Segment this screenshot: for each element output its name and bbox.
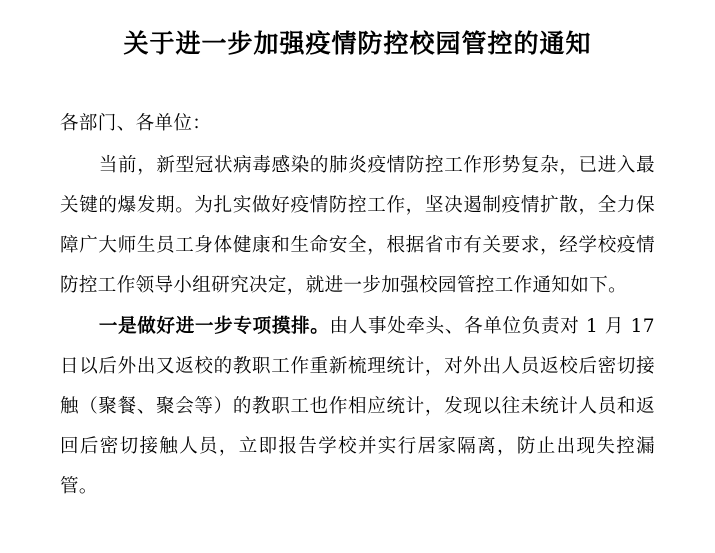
paragraph-2-lead: 一是做好进一步专项摸排。 (98, 316, 330, 337)
document-body (60, 104, 655, 507)
paragraph-2-text: 由人事处牵头、各单位负责对 1 月 17 日以后外出又返校的教职工作重新梳理统计，对外出人员返校后密切接触（聚餐、聚会等）的教职工也作相应统计，发现以往未统计人员和返回后密切接触人员，立即报告学校并实行居家隔离，防止出现失控漏管。 (60, 316, 655, 497)
paragraph-2 (60, 307, 655, 507)
salutation-line: 各部门、各单位： (60, 113, 212, 134)
paragraph-1: 当前，新型冠状病毒感染的肺炎疫情防控工作形势复杂，已进入最关键的爆发期。为扎实做好疫情防控工作，坚决遏制疫情扩散，全力保障广大师生员工身体健康和生命安全，根据省市有关要求，经学校疫情防控工作领导小组研究决定，就进一步加强校园管控工作通知如下。 (60, 155, 655, 296)
page-title: 关于进一步加强疫情防控校园管控的通知 (123, 29, 592, 58)
